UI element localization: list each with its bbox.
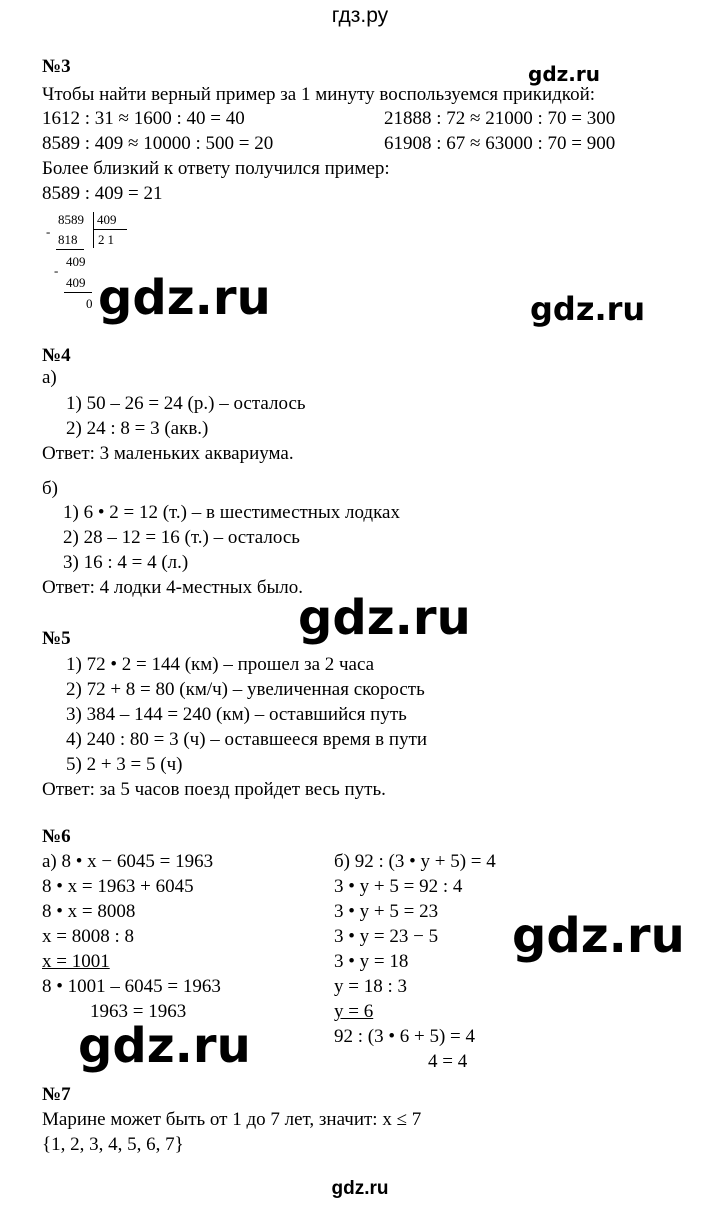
task-3-intro: Чтобы найти верный пример за 1 минуту воспользуемся прикидкой: [42, 84, 596, 105]
ld-minus-2: - [54, 263, 59, 278]
watermark: gdz.ru [512, 908, 685, 964]
task-4-part-b-label: б) [42, 478, 58, 499]
ld-minus: - [46, 224, 51, 239]
ld-dividend: 8589 [58, 212, 84, 227]
watermark: gdz.ru [298, 590, 471, 646]
site-title: гдз.ру [331, 4, 389, 27]
task-5-step-4: 4) 240 : 80 = 3 (ч) – оставшееся время в пути [66, 729, 428, 750]
task-4-part-a-label: а) [42, 367, 57, 388]
task-6-a-check-result: 1963 = 1963 [90, 1001, 187, 1022]
task-3-estimate-2: 21888 : 72 ≈ 21000 : 70 = 300 [384, 108, 616, 129]
watermark: gdz.ru [528, 62, 600, 86]
task-4-a-step-1: 1) 50 – 26 = 24 (р.) – осталось [66, 393, 306, 414]
task-6-b-line-2: 3 • y + 5 = 92 : 4 [334, 876, 463, 897]
task-7-title: №7 [42, 1084, 71, 1105]
ld-sub2: 409 [66, 275, 86, 290]
task-5-step-1: 1) 72 • 2 = 144 (км) – прошел за 2 часа [66, 654, 375, 675]
ld-quotient: 21 [98, 232, 117, 247]
ld-underline-2 [64, 292, 92, 293]
task-3-estimate-3: 8589 : 409 ≈ 10000 : 500 = 20 [42, 133, 274, 154]
task-4-b-step-1: 1) 6 • 2 = 12 (т.) – в шестиместных лодках [63, 502, 400, 523]
task-3-answer: 8589 : 409 = 21 [42, 183, 163, 204]
ld-vertical-line [93, 212, 94, 248]
task-6-b-check: 92 : (3 • 6 + 5) = 4 [334, 1026, 476, 1047]
ld-sub1: 818 [58, 232, 78, 247]
task-4-b-step-3: 3) 16 : 4 = 4 (л.) [63, 552, 189, 573]
ld-rem1: 409 [66, 254, 86, 269]
task-7-line-2: {1, 2, 3, 4, 5, 6, 7} [42, 1134, 184, 1155]
task-4-a-step-2: 2) 24 : 8 = 3 (акв.) [66, 418, 209, 439]
task-5-step-3: 3) 384 – 144 = 240 (км) – оставшийся путь [66, 704, 407, 725]
task-6-b-result: y = 6 [334, 1001, 374, 1022]
task-4-a-answer: Ответ: 3 маленьких аквариума. [42, 443, 294, 464]
task-6-title: №6 [42, 826, 71, 847]
task-6-b-line-4: 3 • y = 23 − 5 [334, 926, 439, 947]
task-6-a-result: x = 1001 [42, 951, 110, 972]
task-7-line-1: Марине может быть от 1 до 7 лет, значит: x ≤ 7 [42, 1109, 422, 1130]
task-6-b-line-3: 3 • y + 5 = 23 [334, 901, 439, 922]
task-4-title: №4 [42, 345, 71, 366]
watermark: gdz.ru [98, 270, 271, 326]
task-5-step-2: 2) 72 + 8 = 80 (км/ч) – увеличенная скорость [66, 679, 425, 700]
task-3-estimate-4: 61908 : 67 ≈ 63000 : 70 = 900 [384, 133, 616, 154]
task-6-a-check: 8 • 1001 – 6045 = 1963 [42, 976, 221, 997]
task-4-b-answer: Ответ: 4 лодки 4-местных было. [42, 577, 303, 598]
task-5-answer: Ответ: за 5 часов поезд пройдет весь путь. [42, 779, 386, 800]
task-5-step-5: 5) 2 + 3 = 5 (ч) [66, 754, 183, 775]
watermark: gdz.ru [78, 1018, 251, 1074]
task-6-a-line-2: 8 • x = 1963 + 6045 [42, 876, 194, 897]
ld-divisor-line [93, 229, 127, 230]
task-4-b-step-2: 2) 28 – 12 = 16 (т.) – осталось [63, 527, 300, 548]
task-6-b-line-1: б) 92 : (3 • y + 5) = 4 [334, 851, 496, 872]
ld-underline-1 [56, 249, 84, 250]
task-6-a-line-4: x = 8008 : 8 [42, 926, 134, 947]
task-3-estimate-1: 1612 : 31 ≈ 1600 : 40 = 40 [42, 108, 245, 129]
task-3-closest: Более близкий к ответу получился пример: [42, 158, 390, 179]
task-6-b-line-5: 3 • y = 18 [334, 951, 409, 972]
task-3-title: №3 [42, 56, 71, 77]
site-footer: gdz.ru [331, 1178, 389, 1199]
ld-remainder: 0 [86, 296, 93, 311]
task-6-b-line-6: y = 18 : 3 [334, 976, 407, 997]
task-6-a-line-1: а) 8 • x − 6045 = 1963 [42, 851, 214, 872]
task-5-title: №5 [42, 628, 71, 649]
task-6-a-line-3: 8 • x = 8008 [42, 901, 136, 922]
ld-divisor: 409 [97, 212, 117, 227]
watermark: gdz.ru [530, 290, 646, 328]
task-6-b-check-result: 4 = 4 [428, 1051, 468, 1072]
